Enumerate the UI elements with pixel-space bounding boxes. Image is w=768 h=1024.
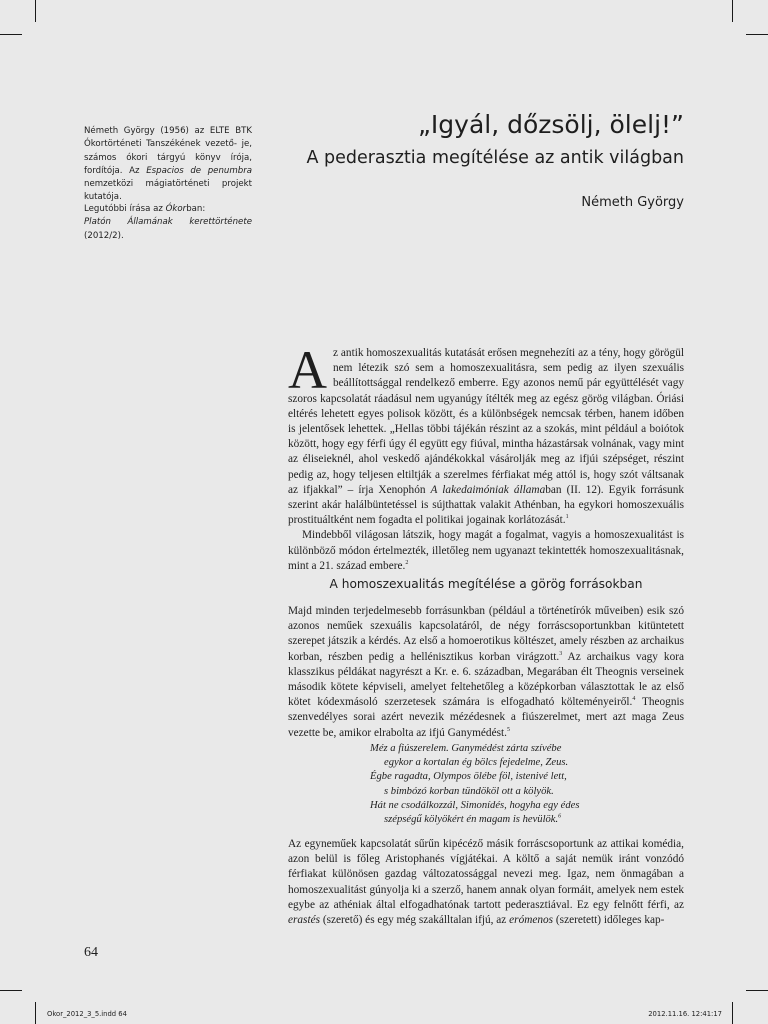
section-text [288,604,684,741]
article-title: „Igyál, dőzsölj, ölelj!” [417,110,684,139]
project-name: Espacios de penumbra [146,165,252,176]
print-slug-date: 2012.11.16. 12:41:17 [648,1010,722,1018]
poem-line-text: szépségű kölyökért én magam is hevülök. [384,814,559,826]
poem-line: egykor a kortalan ég bölcs fejedelme, Zeus. [384,757,569,769]
footnote-ref[interactable]: 2 [405,560,409,567]
section-text-e: (szerető) és egy még szakálltalan ifjú, az [320,914,507,927]
section-text-f: (szeretett) időleges kap- [553,914,665,927]
crop-mark [0,34,22,35]
crop-mark [35,0,36,22]
journal-name: Ókor [165,204,187,214]
poem-line: Méz a fiúszerelem. Ganymédést zárta szívébe [370,743,562,754]
latest-issue: (2012/2). [84,230,124,241]
article-subtitle: A pederasztia megítélése az antik világban [306,148,684,168]
intro-text-b: ban (II. 12). Egyik forrásunk szerint akár halálbüntetéssel is sújthattak valakit Athénban, ha egykori homoszexuális prostituáltként nem fogadta el politikai jogainak korlátozását. [288,483,684,527]
bio-line: nemzetközi mágiatörténeti projekt [84,179,252,190]
section-heading: A homoszexualitás megítélése a görög forrásokban [329,577,643,591]
crop-mark [35,1002,36,1024]
page-number: 64 [84,945,98,960]
footnote-ref[interactable]: 6 [558,813,562,820]
section-text-d: Az egyneműek kapcsolatát sűrűn kipécéző másik forráscsoportunk az attikai komédia, azon belül is főleg Aristophanés vígjátékai. A költő a saját nemük iránt vonzódó férfiakat különösen gazdag változatossággal nevezi meg. Igaz, nem önmagában a homoszexualitást gúnyolja ki a szerző, hanem annak olyan formáit, amelyek nem estek egybe az athéniak által elfogadhatónak tartott pederasztiával. Ez egy felnőtt férfi, az [288,838,684,911]
intro-paragraph [288,340,684,528]
poem-line: Égbe ragadta, Olympos ölébe föl, istenivé lett, [370,771,567,783]
section-paragraph [288,604,684,741]
intro-text-c: Mindebből világosan látszik, hogy magát a fogalmat, vagyis a homoszexualitást is különböző módon értelmezték, illetőleg nem ugyanazt tekintették homoszexualitásnak, mint a 21. század embere. [288,529,684,572]
latest-article [84,203,252,243]
footnote-ref[interactable]: 4 [632,696,636,703]
section-text-a: Majd minden terjedelmesebb forrásunkban (például a történetírók műveiben) esik szó azonos neműek szexuális kapcsolatáról, de négy forráscsoportunkban kitüntetett szerepet játszik a kérdés. Az első a homoerotikus költészet, amely részben az archaikus korban, részben pedig a hellénisztikus korban virágzott. [288,605,684,663]
greek-term: erastés [288,914,321,927]
latest-label: Legutóbbi írása az [84,204,163,214]
article-author: Németh György [581,195,684,210]
crop-mark [732,1002,733,1024]
intro-text-a: z antik homoszexualitás kutatását erősen megnehezíti az a tény, hogy görögül nem létezik szó sem a homoszexualitásra, sem pedig az ilyen szexuális beállítottsággal rendelkező emberre. Egy azonos nemű pár együttélését vagy szoros kapcsolatát ráadásul nem ugyanúgy ítélték meg az egész görög világban. Óriási eltérés lehetett egyes polisok között, és a különbségek nemcsak térben, hanem időben is jelentősek lehettek. „Hellas többi tájékán részint az a szokás, mint például a boiótok között, hogy egy férfi úgy él együtt egy fiúval, mintha házastársak volnának, vagy mint az éliseieknél, ahol veskedő ajándékokkal vásárolják meg az ifjúi szépséget, részint pedig az, hogy teljesen eltiltják a szerelmes férfiakat még attól is, hogy szót váltsanak az ifjakkal” – írja Xenophón [288,347,684,496]
section-paragraph [288,837,684,928]
poem-line-last [370,813,670,827]
section-text-2 [288,837,684,928]
bio-line: Ókortörténeti Tanszékének vezető- [84,139,238,150]
section-text-c: Theognis szenvedélyes sorai azért nevezik mézédesnek a fiúszerelmet, mert azt maga Zeus vezette be, amikor elrabolta az ifjú Ganymédést. [288,696,684,739]
crop-mark [746,34,768,35]
print-slug-file: Okor_2012_3_5.indd 64 [47,1010,127,1018]
bio-line: kutatója. [84,192,122,203]
bio-line: je, számos ókori tárgyú könyv írója, [84,139,252,163]
greek-term: erómenos [509,914,554,927]
footnote-ref[interactable]: 3 [559,650,563,657]
latest-title: Platón Államának kerettörténete [84,217,252,228]
footnote-ref[interactable]: 1 [565,514,569,521]
author-bio [84,125,252,205]
intro-text [288,340,684,574]
crop-mark [0,990,22,991]
footnote-ref[interactable]: 5 [506,726,510,733]
poem-quote [370,742,670,827]
drop-cap: A [288,340,327,400]
book-title: A lakedaimóniak állama [430,483,546,496]
section-text-b: Az archaikus vagy kora klasszikus példákat nagyrészt a Kr. e. 6. században, Megarában élt Theognis verseinek második kötete képviseli, amelyet feltehetőleg a középkorban választottak le az első kötet kódexmásoló szerzetesek számára is elfogadható költeményeiről. [288,650,684,709]
bio-line: fordítója. Az [84,165,140,176]
crop-mark [746,990,768,991]
intro-paragraph [288,528,684,574]
poem-line: s bimbózó korban tündököl ott a kölyök. [384,785,554,797]
bio-line: Németh György (1956) az ELTE BTK [84,126,252,136]
crop-mark [732,0,733,22]
poem-line: Hát ne csodálkozzál, Simonídés, hogyha egy édes [370,799,580,811]
latest-suffix: ban: [186,204,206,214]
